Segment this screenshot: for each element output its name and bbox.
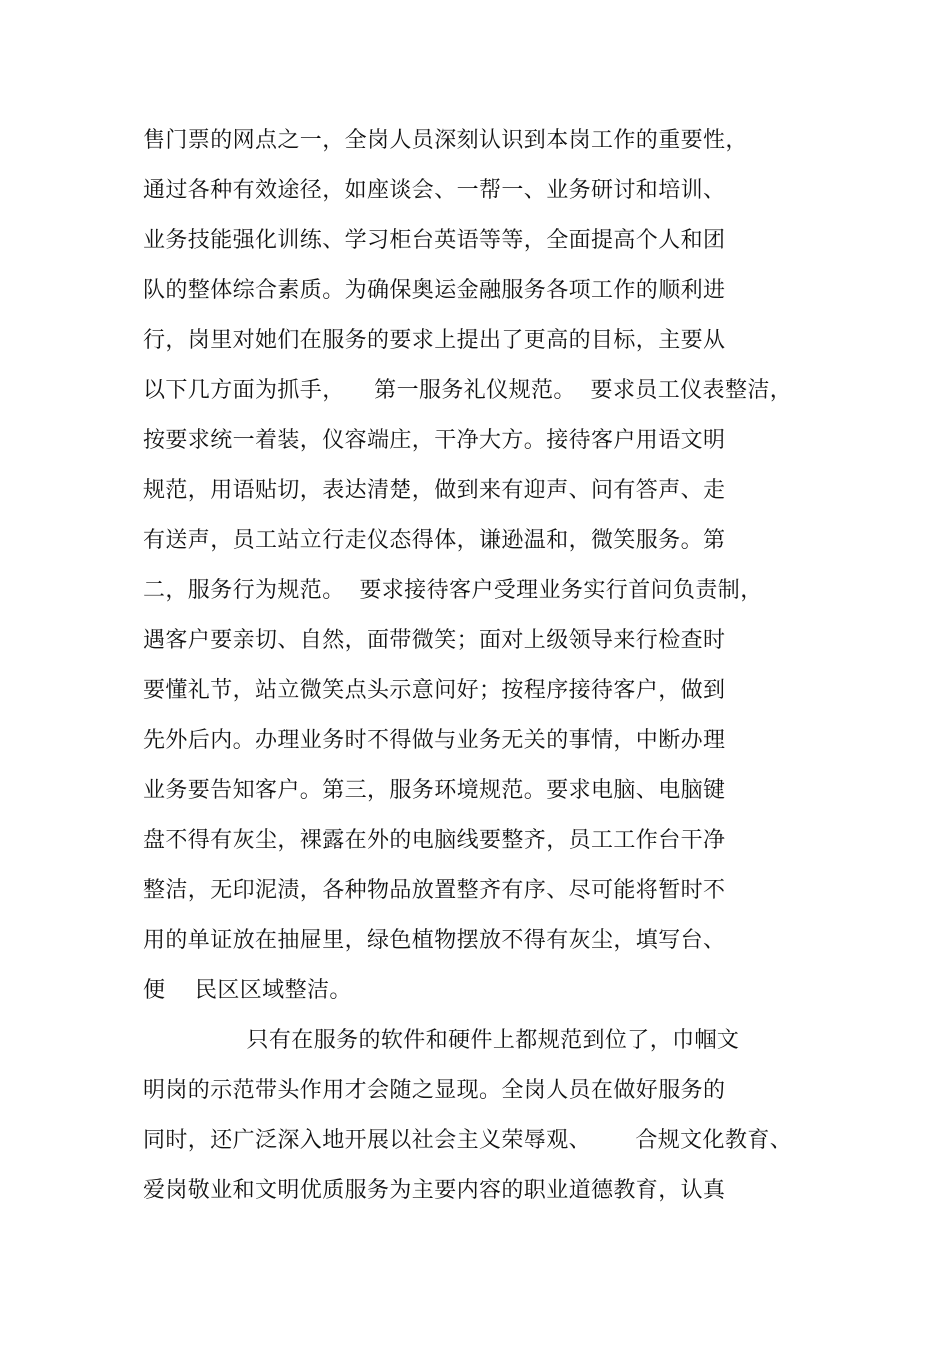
text-line: 整洁，无印泥渍，各种物品放置整齐有序、尽可能将暂时不 bbox=[143, 878, 726, 903]
text-line: 遇客户要亲切、自然，面带微笑；面对上级领导来行检查时 bbox=[143, 628, 726, 653]
text-line: 规范，用语贴切，表达清楚，做到来有迎声、问有答声、走 bbox=[143, 478, 726, 503]
text-line: 二，服务行为规范。 要求接待客户受理业务实行首问负责制， bbox=[143, 578, 763, 603]
text-line: 业务要告知客户。第三，服务环境规范。要求电脑、电脑键 bbox=[143, 778, 726, 803]
text-line: 只有在服务的软件和硬件上都规范到位了，巾帼文 bbox=[143, 1028, 740, 1053]
text-line: 爱岗敬业和文明优质服务为主要内容的职业道德教育，认真 bbox=[143, 1178, 726, 1203]
text-line: 同时，还广泛深入地开展以社会主义荣辱观、 合规文化教育、 bbox=[143, 1128, 793, 1153]
text-line: 业务技能强化训练、学习柜台英语等等，全面提高个人和团 bbox=[143, 228, 726, 253]
text-line: 按要求统一着装，仪容端庄，干净大方。接待客户用语文明 bbox=[143, 428, 726, 453]
text-line: 售门票的网点之一，全岗人员深刻认识到本岗工作的重要性， bbox=[143, 128, 748, 153]
text-line: 通过各种有效途径，如座谈会、一帮一、业务研讨和培训、 bbox=[143, 178, 726, 203]
text-line: 明岗的示范带头作用才会随之显现。全岗人员在做好服务的 bbox=[143, 1078, 726, 1103]
text-line: 行，岗里对她们在服务的要求上提出了更高的目标，主要从 bbox=[143, 328, 726, 353]
text-line: 用的单证放在抽屉里，绿色植物摆放不得有灰尘，填写台、 bbox=[143, 928, 726, 953]
text-line: 以下几方面为抓手， 第一服务礼仪规范。 要求员工仪表整洁， bbox=[143, 378, 793, 403]
text-line: 盘不得有灰尘，裸露在外的电脑线要整齐，员工工作台干净 bbox=[143, 828, 726, 853]
text-line: 队的整体综合素质。为确保奥运金融服务各项工作的顺利进 bbox=[143, 278, 726, 303]
text-line: 便 民区区域整洁。 bbox=[143, 978, 352, 1003]
text-line: 要懂礼节，站立微笑点头示意问好；按程序接待客户，做到 bbox=[143, 678, 726, 703]
text-line: 先外后内。办理业务时不得做与业务无关的事情，中断办理 bbox=[143, 728, 726, 753]
text-line: 有送声，员工站立行走仪态得体，谦逊温和，微笑服务。第 bbox=[143, 528, 726, 553]
